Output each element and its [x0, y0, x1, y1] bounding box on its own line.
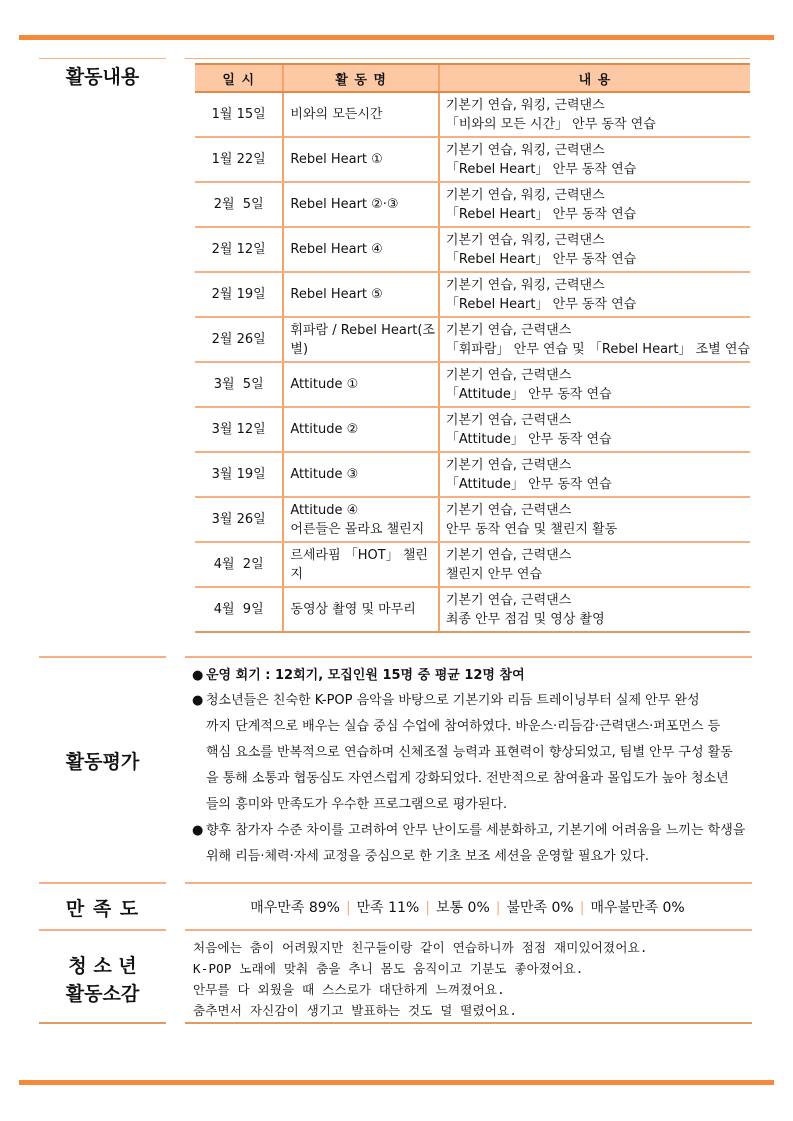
- satisfaction-label: 불만족: [506, 900, 548, 916]
- label-line-2: 활동소감: [65, 983, 140, 1005]
- cell-content: [439, 182, 750, 227]
- cell-date: 2월 26일: [195, 317, 283, 362]
- content-line: 기본기 연습, 워킹, 근력댄스: [445, 277, 605, 293]
- evaluation-line: 까지 단계적으로 배우는 실습 중심 수업에 참여하였다. 바운스·리듬감·근력댄스·퍼포먼스 등: [206, 719, 721, 734]
- activity-name-line: Attitude ③: [290, 467, 359, 482]
- reflection-line: K-POP 노래에 맞춰 춤을 추니 몸도 움직이고 기분도 좋아졌어요.: [193, 961, 584, 976]
- section-label-satisfaction: 만 족 도: [65, 898, 140, 920]
- cell-content: [439, 227, 750, 272]
- content-line: 기본기 연습, 근력댄스: [445, 547, 572, 563]
- content-line: 기본기 연습, 근력댄스: [445, 367, 572, 383]
- cell-date: 1월 15일: [195, 92, 283, 137]
- evaluation-line: 을 통해 소통과 협동심도 자연스럽게 강화되었다. 전반적으로 참여율과 몰입도가 높아 청소년: [206, 771, 729, 786]
- cell-date: 2월 5일: [195, 182, 283, 227]
- activity-name-line: 휘파람 / Rebel Heart(조별): [290, 322, 435, 357]
- evaluation-line: 운영 회기 : 12회기, 모집인원 15명 중 평균 12명 참여: [206, 668, 525, 683]
- cell-content: [439, 362, 750, 407]
- content-line: 기본기 연습, 워킹, 근력댄스: [445, 97, 605, 113]
- youth-reflections: [193, 937, 753, 1021]
- separator: |: [425, 900, 431, 916]
- cell-content: [439, 137, 750, 182]
- activity-name-line: 어른들은 몰라요 챌린지: [290, 521, 425, 537]
- cell-content: [439, 407, 750, 452]
- cell-activity-name: [283, 137, 438, 182]
- table-header-row: [195, 64, 750, 92]
- cell-date: 4월 2일: [195, 542, 283, 587]
- cell-activity-name: [283, 227, 438, 272]
- cell-date: 2월 19일: [195, 272, 283, 317]
- activity-name-line: 동영상 촬영 및 마무리: [290, 602, 416, 617]
- cell-date: 3월 19일: [195, 452, 283, 497]
- satisfaction-label: 만족: [356, 900, 384, 916]
- content-line: 「Rebel Heart」 안무 동작 연습: [445, 251, 637, 267]
- cell-activity-name: [283, 497, 438, 542]
- cell-activity-name: [283, 92, 438, 137]
- satisfaction-results: [185, 897, 750, 917]
- cell-activity-name: [283, 272, 438, 317]
- satisfaction-value: 0%: [467, 900, 490, 916]
- section-rule: [39, 882, 166, 884]
- section-rule: [39, 656, 166, 658]
- evaluation-line: 청소년들은 친숙한 K-POP 음악을 바탕으로 기본기와 리듬 트레이닝부터 실제 안무 완성: [206, 693, 700, 708]
- cell-content: [439, 272, 750, 317]
- table-row: [195, 497, 750, 542]
- table-row: [195, 362, 750, 407]
- section-rule: [39, 1022, 166, 1024]
- separator: |: [495, 900, 501, 916]
- evaluation-bullet-item: [192, 688, 752, 818]
- evaluation-text: [192, 664, 752, 870]
- reflection-line: 안무를 다 외웠을 때 스스로가 대단하게 느껴졌어요.: [193, 982, 505, 997]
- satisfaction-value: 0%: [662, 900, 685, 916]
- activity-name-line: Rebel Heart ⑤: [290, 287, 383, 302]
- content-line: 챌린지 안무 연습: [445, 566, 543, 582]
- cell-content: [439, 92, 750, 137]
- evaluation-line: 향후 참가자 수준 차이를 고려하여 안무 난이도를 세분화하고, 기본기에 어려움을 느끼는 학생을: [206, 823, 746, 838]
- bullet-icon: ●: [192, 693, 204, 708]
- cell-date: 2월 12일: [195, 227, 283, 272]
- section-label-activity-content: 활동내용: [65, 66, 140, 88]
- content-line: 기본기 연습, 근력댄스: [445, 412, 572, 428]
- content-line: 기본기 연습, 워킹, 근력댄스: [445, 187, 605, 203]
- cell-date: 4월 9일: [195, 587, 283, 632]
- cell-date: 3월 26일: [195, 497, 283, 542]
- cell-date: 3월 5일: [195, 362, 283, 407]
- cell-content: [439, 542, 750, 587]
- activity-name-line: 비와의 모든시간: [290, 107, 383, 122]
- column-header-content: 내 용: [439, 64, 750, 92]
- satisfaction-value: 0%: [551, 900, 574, 916]
- evaluation-line: 위해 리듬·체력·자세 교정을 중심으로 한 기초 보조 세션을 운영할 필요가 있다.: [206, 849, 650, 864]
- label-line-1: 청 소 년: [68, 955, 137, 977]
- section-label-activity-eval: 활동평가: [65, 751, 140, 773]
- top-accent-bar: [19, 35, 774, 40]
- content-line: 기본기 연습, 근력댄스: [445, 322, 572, 338]
- cell-activity-name: [283, 452, 438, 497]
- activity-name-line: Attitude ②: [290, 422, 359, 437]
- cell-activity-name: [283, 317, 438, 362]
- cell-date: 1월 22일: [195, 137, 283, 182]
- evaluation-line: 들의 흥미와 만족도가 우수한 프로그램으로 평가된다.: [206, 797, 508, 812]
- activity-name-line: Rebel Heart ①: [290, 152, 383, 167]
- table-row: [195, 587, 750, 632]
- content-line: 기본기 연습, 근력댄스: [445, 592, 572, 608]
- cell-content: [439, 452, 750, 497]
- activity-name-line: 르세라핌 「HOT」 챌린지: [290, 547, 428, 582]
- cell-activity-name: [283, 362, 438, 407]
- separator: |: [579, 900, 585, 916]
- table-row: [195, 452, 750, 497]
- activity-name-line: Rebel Heart ④: [290, 242, 383, 257]
- satisfaction-value: 11%: [388, 900, 420, 916]
- table-row: [195, 542, 750, 587]
- section-rule: [39, 58, 166, 59]
- table-row: [195, 227, 750, 272]
- cell-content: [439, 587, 750, 632]
- reflection-line: 춤추면서 자신감이 생기고 발표하는 것도 덜 떨렸어요.: [193, 1003, 518, 1018]
- content-line: 「Attitude」 안무 동작 연습: [445, 476, 612, 492]
- bullet-icon: ●: [192, 668, 204, 683]
- table-row: [195, 182, 750, 227]
- satisfaction-label: 매우불만족: [590, 900, 659, 916]
- activity-name-line: Attitude ④: [290, 502, 359, 518]
- evaluation-bullet-item: [192, 818, 752, 870]
- bottom-accent-bar: [19, 1080, 774, 1085]
- section-rule: [185, 1022, 752, 1024]
- cell-content: [439, 497, 750, 542]
- cell-activity-name: [283, 542, 438, 587]
- satisfaction-label: 보통: [436, 900, 464, 916]
- bullet-icon: ●: [192, 823, 204, 838]
- table-row: [195, 137, 750, 182]
- separator: |: [345, 900, 351, 916]
- section-rule: [185, 58, 750, 59]
- cell-activity-name: [283, 587, 438, 632]
- cell-content: [439, 317, 750, 362]
- content-line: 기본기 연습, 근력댄스: [445, 457, 572, 473]
- content-line: 최종 안무 점검 및 영상 촬영: [445, 611, 605, 627]
- section-rule: [185, 929, 752, 931]
- cell-activity-name: [283, 407, 438, 452]
- content-line: 기본기 연습, 근력댄스: [445, 502, 572, 518]
- satisfaction-value: 89%: [308, 900, 340, 916]
- activity-table: [195, 63, 750, 633]
- activity-name-line: Attitude ①: [290, 377, 359, 392]
- table-row: [195, 92, 750, 137]
- section-rule: [185, 656, 752, 658]
- content-line: 「비와의 모든 시간」 안무 동작 연습: [445, 116, 656, 132]
- content-line: 기본기 연습, 워킹, 근력댄스: [445, 142, 605, 158]
- satisfaction-label: 매우만족: [250, 900, 305, 916]
- column-header-date: 일 시: [195, 64, 283, 92]
- content-line: 「Rebel Heart」 안무 동작 연습: [445, 161, 637, 177]
- content-line: 안무 동작 연습 및 챌린지 활동: [445, 521, 618, 537]
- table-row: [195, 272, 750, 317]
- section-rule: [39, 929, 166, 931]
- content-line: 「Attitude」 안무 동작 연습: [445, 386, 612, 402]
- activity-name-line: Rebel Heart ②·③: [290, 197, 399, 212]
- table-row: [195, 407, 750, 452]
- content-line: 「Attitude」 안무 동작 연습: [445, 431, 612, 447]
- reflection-line: 처음에는 춤이 어려웠지만 친구들이랑 같이 연습하니까 점점 재미있어졌어요.: [193, 940, 648, 955]
- column-header-activity: 활 동 명: [283, 64, 438, 92]
- evaluation-line: 핵심 요소를 반복적으로 연습하며 신체조절 능력과 표현력이 향상되었고, 팀별 안무 구성 활동: [206, 745, 733, 760]
- section-label-youth-reflection: [39, 952, 166, 1008]
- cell-date: 3월 12일: [195, 407, 283, 452]
- table-row: [195, 317, 750, 362]
- section-rule: [185, 882, 752, 884]
- evaluation-bullet-item: [192, 664, 752, 688]
- content-line: 「Rebel Heart」 안무 동작 연습: [445, 206, 637, 222]
- cell-activity-name: [283, 182, 438, 227]
- content-line: 「휘파람」 안무 연습 및 「Rebel Heart」 조별 연습: [445, 341, 750, 357]
- content-line: 「Rebel Heart」 안무 동작 연습: [445, 296, 637, 312]
- content-line: 기본기 연습, 워킹, 근력댄스: [445, 232, 605, 248]
